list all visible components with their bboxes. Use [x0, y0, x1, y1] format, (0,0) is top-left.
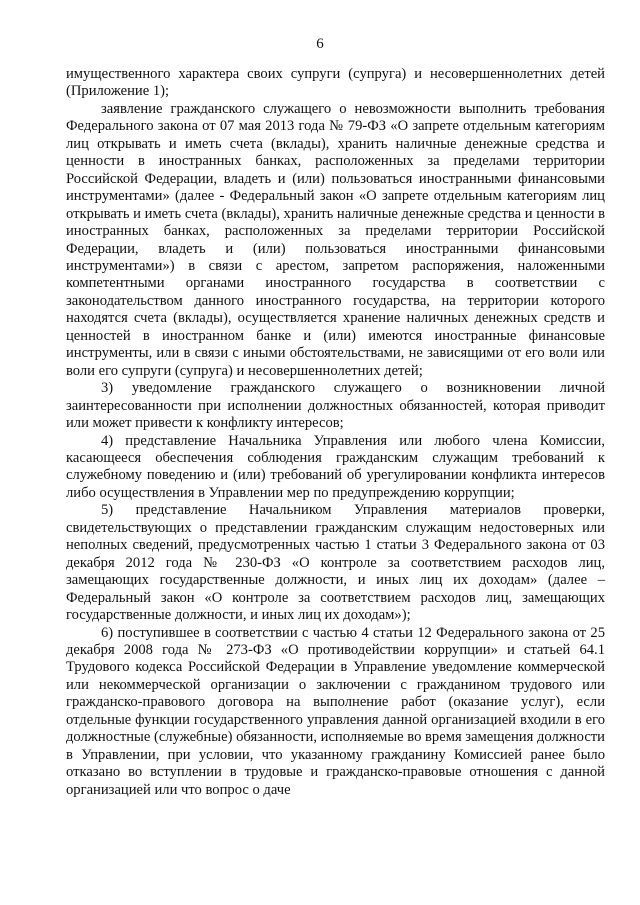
paragraph-item-3: 3) уведомление гражданского служащего о возникновении личной заинтересованности при исполнении должностных обязанностей, которая приводит или может привести к конфликту интересов;: [66, 380, 605, 432]
document-body: [66, 66, 605, 799]
paragraph-item-5: 5) представление Начальником Управления материалов проверки, свидетельствующих о представлении гражданским служащим недостоверных или неполных сведений, предусмотренных частью 1 статьи 3 Федерального закона от 03 декабря 2012 года № 230-ФЗ «О контроле за соответствием расходов лиц, замещающих государственные должности, и иных лиц их доходам» (далее – Федеральный закон «О контроле за соответствием расходов лиц, замещающих государственные должности, и иных лиц их доходам»);: [66, 502, 605, 624]
paragraph-continuation: имущественного характера своих супруги (супруга) и несовершеннолетних детей (Приложение 1);: [66, 66, 605, 100]
paragraph-item-6: 6) поступившее в соответствии с частью 4 статьи 12 Федерального закона от 25 декабря 2008 года № 273-ФЗ «О противодействии коррупции» и статьей 64.1 Трудового кодекса Российской Федерации в Управление уведомление коммерческой или некоммерческой организации о заключении с гражданином трудового или гражданско-правового договора на выполнение работ (оказание услуг), если отдельные функции государственного управления данной организацией входили в его должностные (служебные) обязанности, исполняемые во время замещения должности в Управлении, при условии, что указанному гражданину Комиссией ранее было отказано во вступлении в трудовые и гражданско-правовые отношения с данной организацией или что вопрос о даче: [66, 624, 605, 798]
paragraph-statement-impossibility: заявление гражданского служащего о невозможности выполнить требования Федерального закона от 07 мая 2013 года № 79-ФЗ «О запрете отдельным категориям лиц открывать и иметь счета (вклады), хранить наличные денежные средства и ценности в иностранных банках, расположенных за пределами территории Российской Федерации, владеть и (или) пользоваться иностранными финансовыми инструментами» (далее - Федеральный закон «О запрете отдельным категориям лиц открывать и иметь счета (вклады), хранить наличные денежные средства и ценности в иностранных банках, расположенных за пределами территории Российской Федерации, владеть и (или) пользоваться иностранными финансовыми инструментами») в связи с арестом, запретом распоряжения, наложенными компетентными органами иностранного государства в соответствии с законодательством данного иностранного государства, на территории которого находятся счета (вклады), осуществляется хранение наличных денежных средств и ценностей в иностранном банке и (или) имеются иностранные финансовые инструменты, или в связи с иными обстоятельствами, не зависящими от его воли или воли его супруги (супруга) и несовершеннолетних детей;: [66, 100, 605, 379]
paragraph-item-4: 4) представление Начальника Управления или любого члена Комиссии, касающееся обеспечения соблюдения гражданским служащим требований к служебному поведению и (или) требований об урегулировании конфликта интересов либо осуществления в Управлении мер по предупреждению коррупции;: [66, 432, 605, 501]
page-number: 6: [316, 36, 324, 52]
